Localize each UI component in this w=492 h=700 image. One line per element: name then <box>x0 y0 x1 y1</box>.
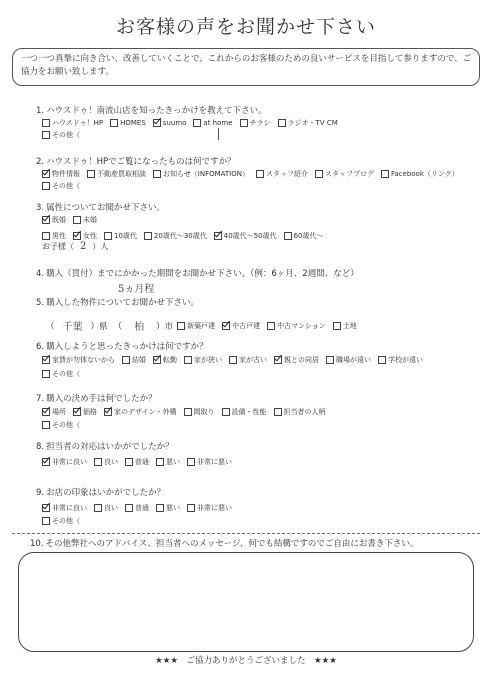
checkbox-label: 新築戸建 <box>187 321 216 330</box>
checkbox-label: 未婚 <box>83 216 97 224</box>
checkbox-label: at home <box>203 119 233 127</box>
checkbox[interactable] <box>42 131 50 139</box>
checkbox-option[interactable] <box>42 118 103 128</box>
q8-number: 8. <box>36 442 45 452</box>
checkbox-label: 非常に良い <box>52 458 87 466</box>
checkbox[interactable] <box>177 322 185 330</box>
checkbox-label: 家賃が勿体ないから <box>52 356 115 364</box>
paren-open: （ <box>113 321 123 332</box>
checkbox-option[interactable] <box>193 119 232 127</box>
paren-close: ） <box>156 321 165 332</box>
checked-checkbox[interactable] <box>42 356 50 364</box>
checkbox-option[interactable] <box>381 169 459 179</box>
checkbox[interactable] <box>274 408 282 416</box>
q3-number: 3. <box>36 203 45 213</box>
checkbox-label: 家が古い <box>239 356 267 364</box>
q5-pref-value[interactable]: 千葉 <box>62 322 83 333</box>
checkbox-option[interactable] <box>42 503 87 513</box>
checkbox-label: チラシ <box>249 119 271 127</box>
q2-text: ハウスドゥ！HPでご覧になったものは何ですか？ <box>46 157 236 167</box>
checkbox[interactable] <box>193 119 201 127</box>
checkbox-option[interactable] <box>315 169 374 179</box>
checkbox[interactable] <box>156 458 164 466</box>
q8-options <box>42 457 239 467</box>
q9-text: お店の印象はいかがでしたか？ <box>46 488 166 498</box>
checkbox-label: 40歳代～50歳代 <box>223 232 277 240</box>
checkbox-option[interactable] <box>184 407 215 417</box>
checkbox[interactable] <box>267 322 275 330</box>
checkbox[interactable] <box>87 170 95 178</box>
checkbox-option[interactable] <box>42 215 66 225</box>
q6-number: 6. <box>36 342 45 352</box>
q6-text: 購入しようと思ったきっかけは何ですか？ <box>46 342 208 352</box>
q6-options <box>42 355 430 365</box>
q7-other-option[interactable] <box>42 420 80 430</box>
checkbox-option[interactable] <box>125 503 149 513</box>
checked-checkbox[interactable] <box>214 232 222 240</box>
checkbox-option[interactable] <box>240 118 271 128</box>
checkbox[interactable] <box>222 408 230 416</box>
checkbox-label: 職場が遠い <box>336 356 371 364</box>
checkbox-option[interactable] <box>153 355 177 365</box>
paren-open: （ <box>46 321 55 332</box>
checkbox[interactable] <box>278 119 286 127</box>
checkbox-option[interactable] <box>267 321 326 331</box>
checkbox-label: 普通 <box>135 458 149 466</box>
checkbox-option[interactable] <box>177 321 215 331</box>
q10-heading <box>30 537 418 549</box>
checked-checkbox[interactable] <box>42 216 50 224</box>
checkbox-label: 担当者の人柄 <box>283 408 326 416</box>
checkbox-option[interactable] <box>104 407 177 417</box>
q7-number: 7. <box>36 394 45 404</box>
intro-text: 一つ一つ真摯に向き合い、改善していくことで、これからのお客様のための良いサービスを目指して参りますので、ご協力をお願い致します。 <box>21 54 472 77</box>
q3-gender-age <box>42 231 331 241</box>
q1-heading <box>36 104 267 116</box>
checkbox-label: 中古マンション <box>277 321 326 330</box>
q5-city-value[interactable]: 柏 <box>134 322 145 333</box>
checked-checkbox[interactable] <box>42 408 50 416</box>
checkbox[interactable] <box>381 170 389 178</box>
checkbox-label: HOMES <box>120 119 146 127</box>
checkbox-option[interactable] <box>94 503 118 513</box>
checkbox-label: 良い <box>104 504 118 512</box>
checkbox-label: 非常に悪い <box>197 504 232 512</box>
checkbox-label: 転勤 <box>163 356 177 364</box>
checkbox-option[interactable] <box>156 457 180 467</box>
checkbox[interactable] <box>184 356 192 364</box>
intro-box <box>12 48 480 86</box>
q1-other-option[interactable] <box>42 130 80 140</box>
q1-options <box>42 118 345 128</box>
q7-text: 購入の決め手は何でしたか？ <box>46 394 157 404</box>
q9-options <box>42 503 239 513</box>
checkbox[interactable] <box>125 504 133 512</box>
checkbox-option[interactable] <box>229 355 267 365</box>
checkbox-label: 場所 <box>52 408 66 416</box>
checkbox[interactable] <box>144 232 152 240</box>
q5-location <box>46 318 364 333</box>
checkbox-option[interactable] <box>256 169 308 179</box>
checkbox-label: スタッフブログ <box>325 170 374 178</box>
checkbox-option[interactable] <box>222 321 260 331</box>
checkbox[interactable] <box>229 356 237 364</box>
checkbox[interactable] <box>240 119 248 127</box>
checkbox-label: ハウスドゥ！HP <box>52 119 104 127</box>
checkbox[interactable] <box>110 119 118 127</box>
q1-other-label: その他（ <box>52 131 80 139</box>
checkbox-label: 良い <box>104 458 118 466</box>
q2-heading <box>36 155 236 167</box>
checkbox[interactable] <box>94 504 102 512</box>
q9-other-label: その他（ <box>52 517 80 525</box>
checkbox-label: 家が狭い <box>194 356 222 364</box>
checkbox-option[interactable] <box>110 119 146 127</box>
checkbox-option[interactable] <box>156 503 180 513</box>
checkbox-option[interactable] <box>42 355 115 365</box>
checkbox[interactable] <box>256 170 264 178</box>
q7-other <box>42 420 87 430</box>
checkbox-label: 不動産買取相談 <box>97 170 146 178</box>
checkbox[interactable] <box>94 458 102 466</box>
q3-children <box>42 241 108 252</box>
checkbox-label: 20歳代～30歳代 <box>153 232 207 240</box>
checked-checkbox[interactable] <box>153 119 161 127</box>
checkbox-label: 悪い <box>166 458 180 466</box>
checkbox[interactable] <box>73 216 81 224</box>
checkbox-option[interactable] <box>278 118 338 128</box>
q4-text: 購入（買付）までにかかった期間をお聞かせ下さい。（例：6ヶ月、2週間、など） <box>46 269 359 279</box>
checkbox[interactable] <box>378 356 386 364</box>
paren-close: ） <box>90 321 100 332</box>
checkbox[interactable] <box>42 370 50 378</box>
children-value[interactable]: 2 <box>80 241 87 252</box>
checkbox[interactable] <box>42 421 50 429</box>
checkbox-label: 家のデザイン・外構 <box>114 408 177 416</box>
checkbox-option[interactable] <box>144 231 207 241</box>
q4-number: 4. <box>36 269 45 279</box>
checkbox-label: 設備・性能 <box>231 408 267 416</box>
q5-options <box>177 321 364 331</box>
q5-number: 5. <box>36 298 45 308</box>
checkbox-label: 女性 <box>83 232 97 240</box>
q3-marital <box>42 215 104 225</box>
checkbox-option[interactable] <box>274 355 319 365</box>
page-title: お客様の声をお聞かせ下さい <box>115 16 376 38</box>
checkbox[interactable] <box>42 517 50 525</box>
checkbox-option[interactable] <box>326 355 371 365</box>
checkbox-label: スタッフ紹介 <box>266 170 308 178</box>
checkbox-label: お知らせ（INFOMATION） <box>163 170 249 178</box>
q2-other <box>42 181 87 191</box>
checkbox-label: 既婚 <box>52 216 66 224</box>
checked-checkbox[interactable] <box>42 504 50 512</box>
checked-checkbox[interactable] <box>104 408 112 416</box>
q7-other-label: その他（ <box>52 421 80 429</box>
checkbox-option[interactable] <box>153 119 187 127</box>
checkbox-label: 土地 <box>342 321 357 330</box>
checkbox-option[interactable] <box>333 321 357 331</box>
checkbox-label: Facebook（リンク） <box>391 170 459 178</box>
q5-pref-label: 県 <box>99 321 108 332</box>
q8-heading <box>36 440 174 452</box>
checkbox-option[interactable] <box>274 407 326 417</box>
checkbox-option[interactable] <box>42 457 87 467</box>
q6-other <box>42 369 87 379</box>
checkbox-label: 結婚 <box>132 356 146 364</box>
checkbox[interactable] <box>187 504 195 512</box>
checkbox-option[interactable] <box>187 503 232 513</box>
checkbox-option[interactable] <box>214 231 277 241</box>
checkbox-option[interactable] <box>222 407 267 417</box>
checkbox-label: 普通 <box>135 504 149 512</box>
checkbox-label: suumo <box>162 119 187 127</box>
q3-heading <box>36 201 165 213</box>
checkbox-label: 悪い <box>166 504 180 512</box>
checked-checkbox[interactable] <box>274 356 282 364</box>
thanks-text: ★★★ ご協力ありがとうございました ★★★ <box>155 656 337 666</box>
q5-heading <box>36 296 199 308</box>
checkbox-label: 間取り <box>193 408 215 416</box>
checkbox-label: 非常に良い <box>52 504 87 512</box>
q8-text: 担当者の対応はいかがでしたか？ <box>46 442 174 452</box>
checkbox[interactable] <box>315 170 323 178</box>
checkbox[interactable] <box>104 232 112 240</box>
q1-number: 1. <box>36 106 45 116</box>
checkbox[interactable] <box>326 356 334 364</box>
checkbox-label: 男性 <box>52 232 66 240</box>
q7-heading <box>36 392 157 404</box>
q1-other <box>42 130 87 140</box>
children-prefix: お子様（ <box>42 242 74 251</box>
checkbox-label: 学校が遠い <box>388 356 423 364</box>
checkbox-option[interactable] <box>94 457 118 467</box>
checkbox-option[interactable] <box>87 169 146 179</box>
q4-answer[interactable]: 5ヵ月程 <box>118 284 155 295</box>
checkbox[interactable] <box>122 356 130 364</box>
q9-heading <box>36 486 165 498</box>
q6-other-option[interactable] <box>42 369 80 379</box>
checkbox-option[interactable] <box>73 407 97 417</box>
q9-other-option[interactable] <box>42 516 80 526</box>
q2-options <box>42 169 466 179</box>
checked-checkbox[interactable] <box>153 356 161 364</box>
checkbox[interactable] <box>187 458 195 466</box>
checkbox-label: 非常に悪い <box>197 458 232 466</box>
checkbox[interactable] <box>333 322 341 330</box>
q5-city-label: 市 <box>164 321 174 332</box>
checkbox-option[interactable] <box>153 169 249 179</box>
q7-options <box>42 407 333 417</box>
checkbox[interactable] <box>184 408 192 416</box>
checkbox[interactable] <box>284 232 292 240</box>
checkbox[interactable] <box>42 182 50 190</box>
checkbox[interactable] <box>125 458 133 466</box>
checkbox-label: 物件情報 <box>52 170 80 178</box>
checkbox-label: ラジオ・TV CM <box>287 119 338 127</box>
q6-heading <box>36 340 208 352</box>
q2-number: 2. <box>36 157 45 167</box>
checkbox-label: 60歳代～ <box>293 232 324 240</box>
checked-checkbox[interactable] <box>73 408 81 416</box>
checked-checkbox[interactable] <box>73 232 81 240</box>
q4-heading <box>36 267 359 279</box>
q10-text: その他弊社へのアドバイス、担当者へのメッセージ、何でも結構ですのでご自由にお書き下さい。 <box>45 539 419 549</box>
q1-text: ハウスドゥ！南流山店を知ったきっかけを教えて下さい。 <box>46 106 267 116</box>
checkbox-option[interactable] <box>122 355 146 365</box>
q5-text: 購入した物件についてお聞かせ下さい。 <box>46 298 199 308</box>
checkbox-option[interactable] <box>187 457 232 467</box>
checkbox-label: 中古戸建 <box>232 321 261 330</box>
checked-checkbox[interactable] <box>42 170 50 178</box>
q9-other <box>42 516 87 526</box>
free-comment-box[interactable] <box>18 552 474 652</box>
checkbox-option[interactable] <box>378 355 423 365</box>
checkbox-option[interactable] <box>42 231 66 241</box>
checked-checkbox[interactable] <box>222 322 230 330</box>
checkbox[interactable] <box>42 232 50 240</box>
checkbox-option[interactable] <box>73 215 97 225</box>
q2-other-option[interactable] <box>42 181 80 191</box>
q6-other-label: その他（ <box>52 370 80 378</box>
checkbox-option[interactable] <box>73 231 97 241</box>
checkbox[interactable] <box>153 170 161 178</box>
checkbox-option[interactable] <box>284 231 324 241</box>
checkbox[interactable] <box>42 119 50 127</box>
checkbox[interactable] <box>156 504 164 512</box>
checkbox-label: 価格 <box>83 408 97 416</box>
q10-number: 10. <box>30 539 44 549</box>
checkbox-option[interactable] <box>125 457 149 467</box>
q3-text: 属性についてお聞かせ下さい。 <box>46 203 165 213</box>
q9-number: 9. <box>36 488 45 498</box>
divider <box>12 533 480 534</box>
checkbox-option[interactable] <box>42 407 66 417</box>
checkbox-option[interactable] <box>42 169 80 179</box>
checkbox-label: 親との同居 <box>284 356 319 364</box>
checkbox-label: 10歳代 <box>114 232 137 240</box>
checkbox-option[interactable] <box>184 355 222 365</box>
children-suffix: ）人 <box>92 242 109 251</box>
paren-close <box>218 128 219 140</box>
checkbox-option[interactable] <box>104 231 137 241</box>
q2-other-label: その他（ <box>52 182 80 190</box>
checked-checkbox[interactable] <box>42 458 50 466</box>
